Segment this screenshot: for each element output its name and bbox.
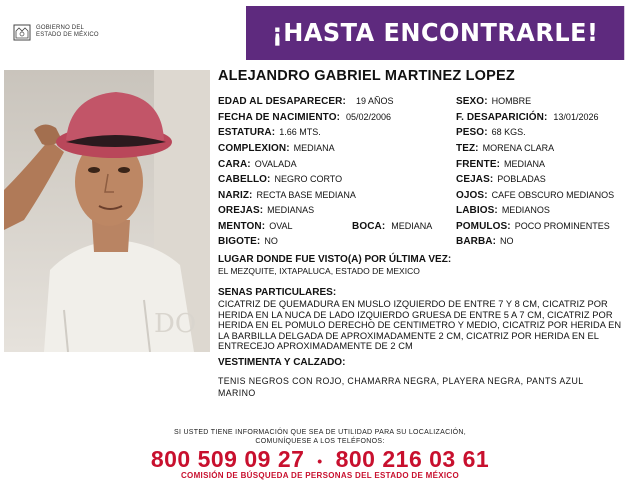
field-label: ESTATURA:: [218, 127, 276, 138]
clothing-label: VESTIMENTA Y CALZADO:: [218, 357, 346, 368]
search-banner: ¡HASTA ENCONTRARLE!: [246, 6, 624, 60]
last-seen-label: LUGAR DONDE FUE VISTO(A) POR ÚLTIMA VEZ:: [218, 254, 452, 265]
shirt-print: DO: [154, 309, 197, 339]
field-label: CARA:: [218, 159, 251, 170]
marks-text: CICATRIZ DE QUEMADURA EN MUSLO IZQUIERDO DE ENTRE 7 Y 8 CM, CICATRIZ POR HERIDA EN LA NUCA DE LADO IZQUIERDO GRUESA DE ENTRE 5 A 7 CM, CICATRIZ POR HERIDA EN EL POMULO DERECHO DE CENTIMETRO Y MEDIO, CICATRIZ POR HERIDA EN LA BARBILLA DELGADA DE APROXIMADAMENTE 2 CM, CICATRIZ POR HERIDA EN EL ENTRECEJO APROXIMADAMENTE DE 2 CM: [218, 299, 622, 352]
field-labios: [456, 205, 550, 216]
field-value: OVALADA: [254, 159, 297, 169]
field-label: BARBA:: [456, 236, 497, 247]
field-label: PESO:: [456, 127, 488, 138]
field-value: OVAL: [269, 221, 293, 231]
field-value: POCO PROMINENTES: [514, 221, 610, 231]
logo-line-1: GOBIERNO DEL: [36, 25, 85, 31]
field-boca: [352, 221, 432, 232]
field-sexo: [456, 96, 531, 107]
field-label: F. DESAPARICIÓN:: [456, 112, 548, 123]
field-cara: [218, 159, 297, 170]
field-value: 1.66 MTS.: [279, 127, 321, 137]
contact-note: [0, 428, 640, 446]
field-value: MEDIANOS: [501, 205, 550, 215]
field-label: OJOS:: [456, 190, 488, 201]
field-label: BIGOTE:: [218, 236, 261, 247]
field-label: POMULOS:: [456, 221, 511, 232]
field-label: MENTON:: [218, 221, 266, 232]
person-photo-image: [4, 70, 210, 352]
field-value: CAFE OBSCURO MEDIANOS: [491, 190, 615, 200]
field-f-desaparicion: [456, 112, 598, 123]
field-menton: [218, 221, 293, 232]
field-orejas: [218, 205, 314, 216]
field-value: NO: [500, 236, 514, 246]
field-value: POBLADAS: [497, 174, 546, 184]
field-tez: [456, 143, 554, 154]
field-nariz: [218, 190, 356, 201]
field-value: 13/01/2026: [553, 112, 599, 122]
coat-of-arms-icon: [12, 22, 32, 42]
field-value: MORENA CLARA: [482, 143, 555, 153]
field-value: MEDIANA: [293, 143, 335, 153]
marks-label: SENAS PARTICULARES:: [218, 287, 337, 298]
missing-person-photo: [4, 70, 210, 352]
field-barba: [456, 236, 514, 247]
last-seen-value: EL MEZQUITE, IXTAPALUCA, ESTADO DE MEXICO: [218, 266, 420, 276]
person-name: ALEJANDRO GABRIEL MARTINEZ LOPEZ: [218, 68, 515, 84]
phone-numbers: [0, 446, 640, 473]
field-label: TEZ:: [456, 143, 479, 154]
field-label: LABIOS:: [456, 205, 498, 216]
field-value: NO: [264, 236, 278, 246]
field-bigote: [218, 236, 278, 247]
separator-dot: •: [317, 452, 323, 469]
field-label: FECHA DE NACIMIENTO:: [218, 112, 340, 123]
field-value: HOMBRE: [491, 96, 532, 106]
field-ojos: [456, 190, 614, 201]
field-label: BOCA:: [352, 221, 386, 232]
logo-line-2: ESTADO DE MÉXICO: [36, 32, 99, 38]
field-label: COMPLEXION:: [218, 143, 290, 154]
field-value: 68 KGS.: [491, 127, 526, 137]
field-edad: [218, 96, 393, 107]
field-value: MEDIANA: [504, 159, 546, 169]
phone-number-2[interactable]: 800 216 03 61: [335, 446, 490, 472]
field-value: 19 AÑOS: [355, 96, 394, 106]
field-value: 05/02/2006: [346, 112, 392, 122]
field-complexion: [218, 143, 335, 154]
contact-note-line-2: COMUNÍQUESE A LOS TELÉFONOS:: [255, 438, 385, 445]
field-cejas: [456, 174, 546, 185]
field-label: EDAD AL DESAPARECER:: [218, 96, 346, 107]
field-peso: [456, 127, 526, 138]
state-government-logo: [12, 22, 122, 44]
field-cabello: [218, 174, 342, 185]
clothing-text: TENIS NEGROS CON ROJO, CHAMARRA NEGRA, PLAYERA NEGRA, PANTS AZUL MARINO: [218, 376, 584, 398]
field-estatura: [218, 127, 321, 138]
field-pomulos: [456, 221, 610, 232]
field-label: FRENTE:: [456, 159, 501, 170]
field-label: OREJAS:: [218, 205, 264, 216]
field-value: NEGRO CORTO: [274, 174, 343, 184]
field-fecha-nacimiento: [218, 112, 391, 123]
commission-name: COMISIÓN DE BÚSQUEDA DE PERSONAS DEL ESTADO DE MÉXICO: [180, 471, 459, 480]
field-label: SEXO:: [456, 96, 488, 107]
field-label: NARIZ:: [218, 190, 253, 201]
field-value: RECTA BASE MEDIANA: [256, 190, 356, 200]
field-value: MEDIANA: [391, 221, 433, 231]
field-frente: [456, 159, 545, 170]
phone-number-1[interactable]: 800 509 09 27: [150, 446, 305, 472]
field-value: MEDIANAS: [267, 205, 315, 215]
field-label: CEJAS:: [456, 174, 494, 185]
field-label: CABELLO:: [218, 174, 271, 185]
contact-note-line-1: SI USTED TIENE INFORMACIÓN QUE SEA DE UTILIDAD PARA SU LOCALIZACIÓN,: [173, 429, 467, 436]
